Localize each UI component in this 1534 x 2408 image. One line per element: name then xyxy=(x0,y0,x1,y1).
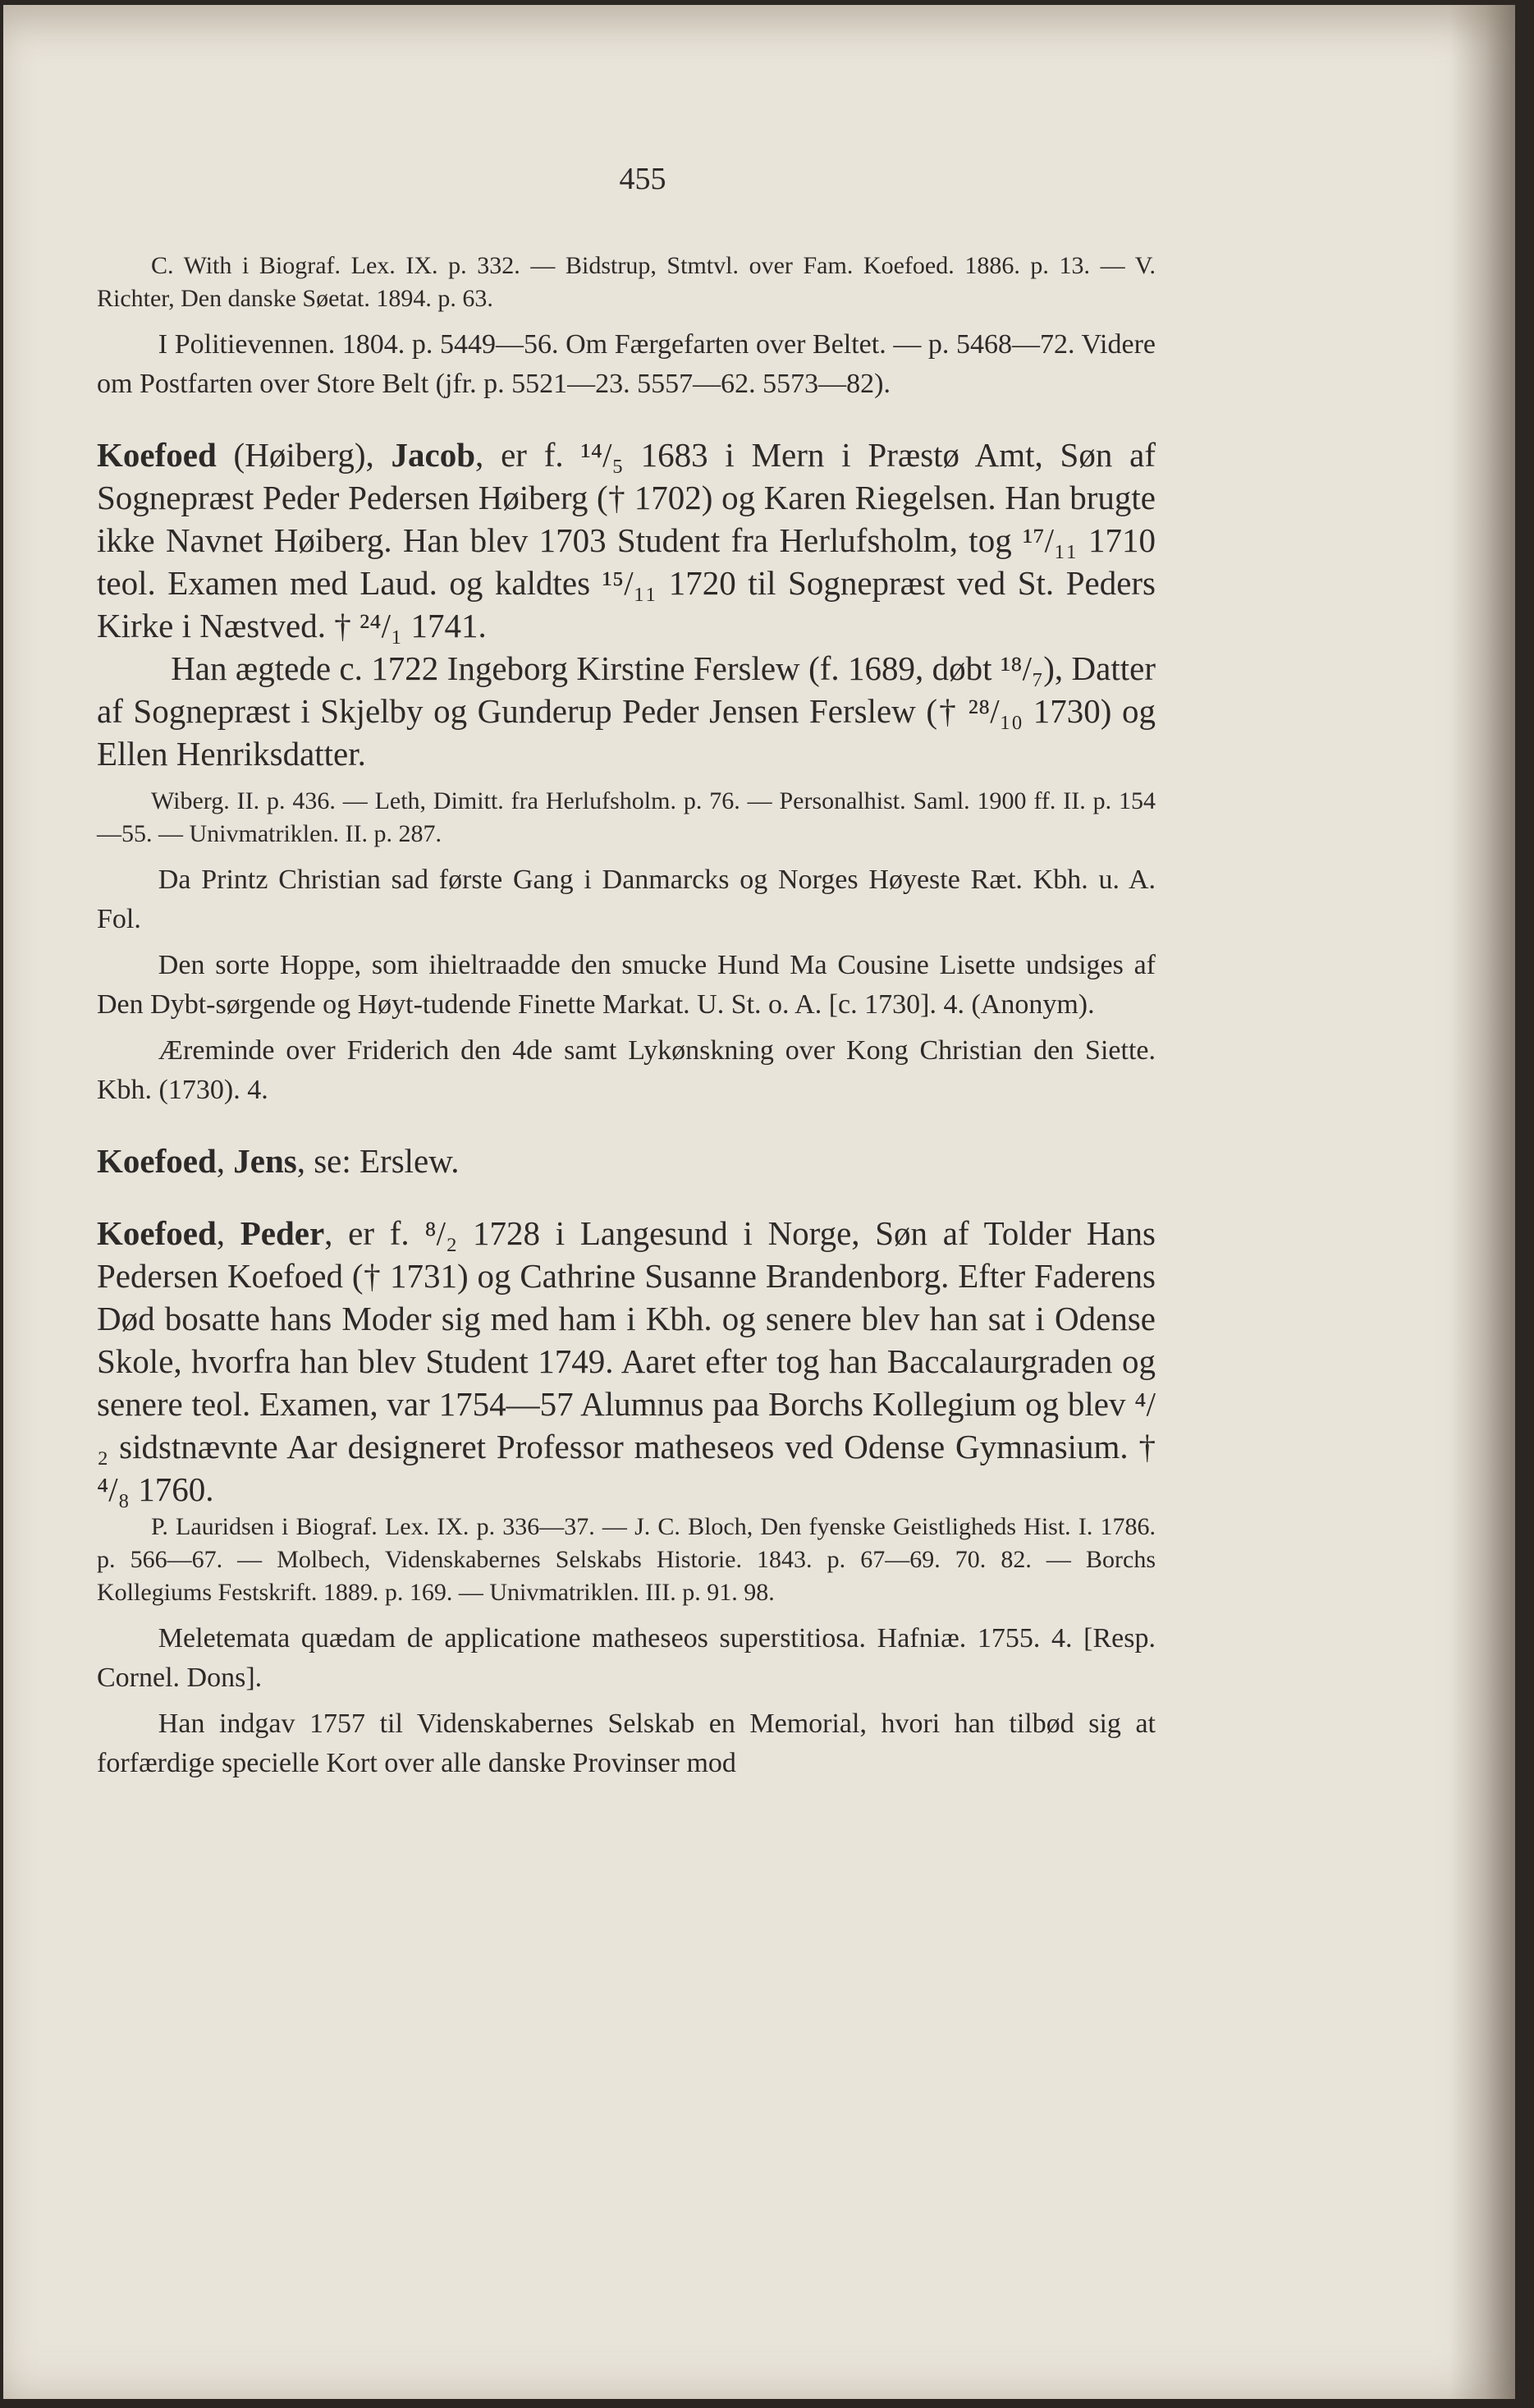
page-edge-shadow xyxy=(1449,5,1515,2399)
entry-jacob-marriage: Han ægtede c. 1722 Ingeborg Kirstine Ferslew (f. 1689, døbt ¹⁸/₇), Datter af Sognepræst i Skjelby og Gunderup Peder Jensen Ferslew († ²⁸/₁₀ 1730) og Ellen Henriksdatter. xyxy=(97,649,1156,773)
entry-cross-reference: , se: Erslew. xyxy=(296,1142,460,1180)
entry-biography-text: , er f. ¹⁴/₅ 1683 i Mern i Præstø Amt, Søn af Sognepræst Peder Pedersen Høiberg († 1702) og Karen Riegelsen. Han brugte ikke Navnet Høiberg. Han blev 1703 Student fra Herlufsholm, tog ¹⁷/₁₁ 1710 teol. Examen med Laud. og kaldtes ¹⁵/₁₁ 1720 til Sognepræst ved St. Peders Kirke i Næstved. † ²⁴/₁ 1741. xyxy=(97,436,1156,644)
entry-peder-work-2: Han indgav 1757 til Videnskabernes Selskab en Memorial, hvori han tilbød sig at forfærdige specielle Kort over alle danske Provinser mod xyxy=(97,1709,1156,1778)
entry-headword: Koefoed xyxy=(97,436,217,474)
entry-jens-koefoed: Koefoed, Jens, se: Erslew. xyxy=(97,1142,460,1180)
entry-first-name: Peder xyxy=(240,1214,325,1252)
entry-jacob-work-1: Da Printz Christian sad første Gang i Danmarcks og Norges Høyeste Ræt. Kbh. u. A. Fol. xyxy=(97,865,1156,934)
book-page xyxy=(3,5,1515,2399)
entry-headword: Koefoed xyxy=(97,1214,217,1252)
entry-first-name: Jacob xyxy=(391,436,476,474)
entry-peder-literature: P. Lauridsen i Biograf. Lex. IX. p. 336—37. — J. C. Bloch, Den fyenske Geistligheds Hist. I. 1786. p. 566—67. — Molbech, Videnskabernes Selskabs Historie. 1843. p. 67—69. 70. 82. — Borchs Kollegiums Festskrift. 1889. p. 169. — Univmatriklen. III. p. 91. 98. xyxy=(97,1513,1156,1606)
entry-headword: Koefoed xyxy=(97,1142,217,1180)
entry-jacob-koefoed xyxy=(97,433,1156,647)
entry-jacob-work-2: Den sorte Hoppe, som ihieltraadde den smucke Hund Ma Cousine Lisette undsiges af Den Dybt-sørgende og Høyt-tudende Finette Markat. U. St. o. A. [c. 1730]. 4. (Anonym). xyxy=(97,950,1156,1020)
entry-peder-koefoed: Koefoed, Peder, er f. ⁸/₂ 1728 i Langesund i Norge, Søn af Tolder Hans Pedersen Koefoed († 1731) og Cathrine Susanne Brandenborg. Efter Faderens Død bosatte hans Moder sig med ham i Kbh. og senere blev han sat i Odense Skole, hvorfra han blev Student 1749. Aaret efter tog han Baccalaurgraden og senere teol. Examen, var 1754—57 Alumnus paa Borchs Kollegium og blev ⁴/₂ sidstnævnte Aar designeret Professor matheseos ved Odense Gymnasium. † ⁴/₈ 1760. xyxy=(97,1214,1156,1508)
top-literature-references: C. With i Biograf. Lex. IX. p. 332. — Bidstrup, Stmtvl. over Fam. Koefoed. 1886. p. 13. — V. Richter, Den danske Søetat. 1894. p. 63. xyxy=(97,252,1156,312)
entry-first-name: Jens xyxy=(233,1142,297,1180)
entry-jacob-literature: Wiberg. II. p. 436. — Leth, Dimitt. fra Herlufsholm. p. 76. — Personalhist. Saml. 1900 ff. II. p. 154—55. — Univmatriklen. II. p. 287. xyxy=(97,787,1156,847)
entry-jacob-work-3: Æreminde over Friderich den 4de samt Lykønskning over Kong Christian den Siette. Kbh. (1730). 4. xyxy=(97,1035,1156,1105)
entry-name-parenthetical: (Høiberg), xyxy=(216,436,392,474)
entry-peder-work-1: Meletemata quædam de applicatione matheseos superstitiosa. Hafniæ. 1755. 4. [Resp. Cornel. Dons]. xyxy=(97,1623,1156,1693)
top-work-reference: I Politievennen. 1804. p. 5449—56. Om Færgefarten over Beltet. — p. 5468—72. Videre om Postfarten over Store Belt (jfr. p. 5521—23. 5557—62. 5573—82). xyxy=(97,329,1156,399)
entry-biography-text: , er f. ⁸/₂ 1728 i Langesund i Norge, Søn af Tolder Hans Pedersen Koefoed († 1731) og Cathrine Susanne Brandenborg. Efter Faderens Død bosatte hans Moder sig med ham i Kbh. og senere blev han sat i Odense Skole, hvorfra han blev Student 1749. Aaret efter tog han Baccalaurgraden og senere teol. Examen, var 1754—57 Alumnus paa Borchs Kollegium og blev ⁴/₂ sidstnævnte Aar designeret Professor matheseos ved Odense Gymnasium. † ⁴/₈ 1760. xyxy=(97,1214,1156,1508)
text-block xyxy=(97,161,1156,1790)
page-number: 455 xyxy=(619,162,666,196)
